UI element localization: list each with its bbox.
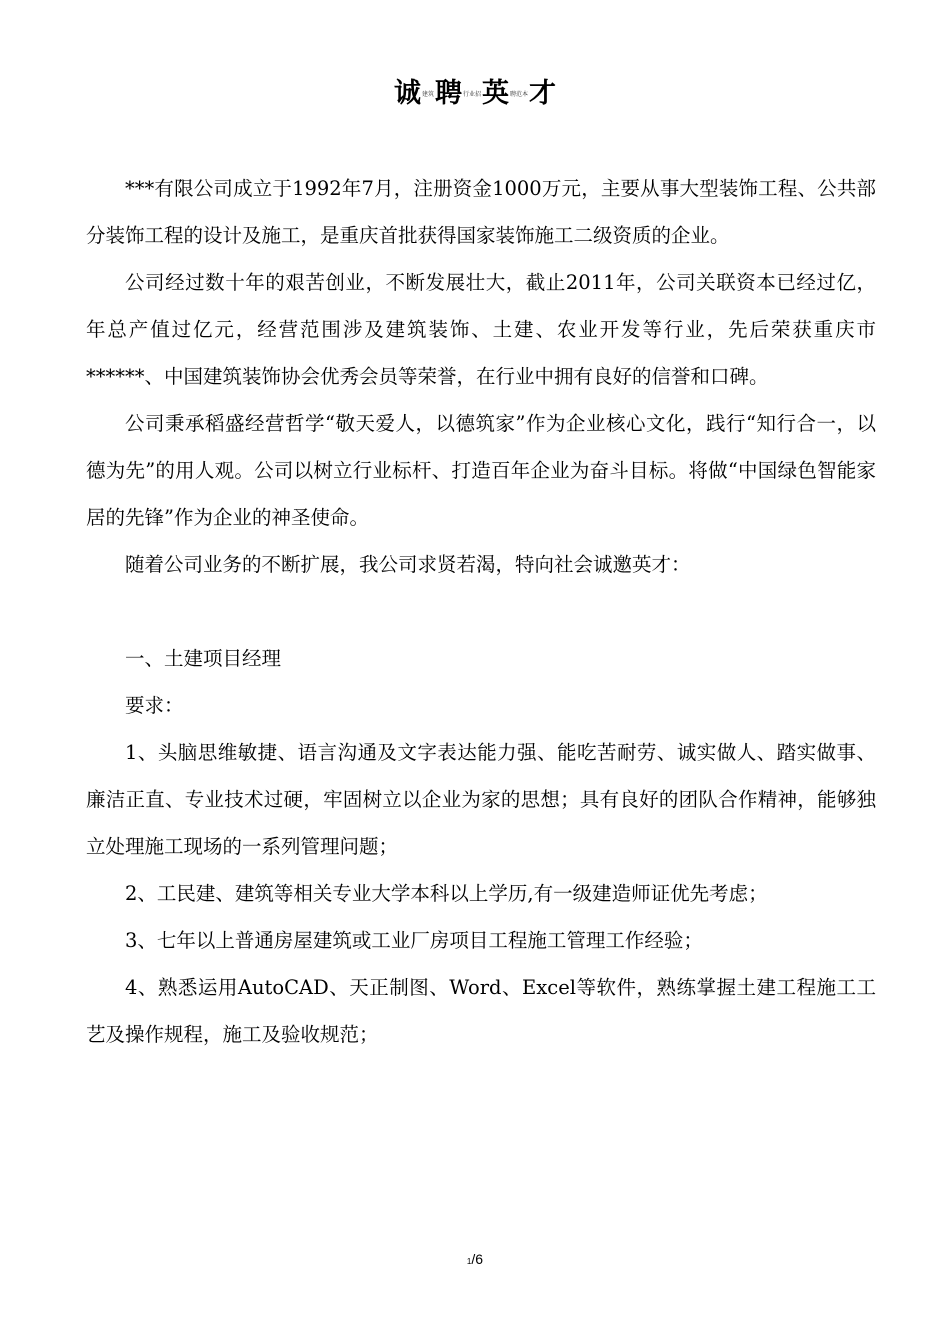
blank-line: [86, 588, 876, 635]
document-body: [86, 165, 876, 1058]
history-paragraph: 公司经过数十年的艰苦创业，不断发展壮大，截止2011年，公司关联资本已经过亿，年总产值过亿元，经营范围涉及建筑装饰、土建、农业开发等行业，先后荣获重庆市******、中国建筑装饰协会优秀会员等荣誉，在行业中拥有良好的信誉和口碑。: [86, 271, 876, 388]
requirement-item: 2、工民建、建筑等相关专业大学本科以上学历,有一级建造师证优先考虑；: [125, 882, 768, 905]
section-heading: 一、土建项目经理: [125, 647, 282, 670]
culture-paragraph: 公司秉承稻盛经营哲学“敬天爱人，以德筑家”作为企业核心文化，践行“知行合一，以德为先”的用人观。公司以树立行业标杆、打造百年企业为奋斗目标。将做“中国绿色智能家居的先锋”作为企业的神圣使命。: [86, 412, 876, 529]
invitation-paragraph: 随着公司业务的不断扩展，我公司求贤若渴，特向社会诚邀英才：: [125, 553, 691, 576]
requirements-label: 要求：: [125, 694, 184, 717]
watermark-text: 建筑: [421, 90, 434, 98]
watermark-text: 行业招: [462, 90, 481, 98]
page-number-sub: 1: [466, 1257, 472, 1266]
title-char: 英: [482, 78, 509, 109]
page-title: [0, 76, 950, 112]
intro-paragraph: ***有限公司成立于1992年7月，注册资金1000万元，主要从事大型装饰工程、公共部分装饰工程的设计及施工，是重庆首批获得国家装饰施工二级资质的企业。: [86, 177, 876, 247]
watermark-text: 聘范本: [510, 90, 529, 98]
requirement-item: 3、七年以上普通房屋建筑或工业厂房项目工程施工管理工作经验；: [125, 929, 703, 952]
requirement-item: 4、熟悉运用AutoCAD、天正制图、Word、Excel等软件，熟练掌握土建工程施工工艺及操作规程，施工及验收规范；: [86, 976, 876, 1046]
page-number-main: /6: [471, 1251, 484, 1267]
page-number: [0, 1250, 950, 1271]
title-char: 聘: [434, 78, 462, 109]
title-char: 才: [529, 78, 557, 109]
requirement-item: 1、头脑思维敏捷、语言沟通及文字表达能力强、能吃苦耐劳、诚实做人、踏实做事、廉洁正直、专业技术过硬，牢固树立以企业为家的思想；具有良好的团队合作精神，能够独立处理施工现场的一系列管理问题；: [86, 741, 876, 858]
title-char: 诚: [393, 78, 421, 109]
